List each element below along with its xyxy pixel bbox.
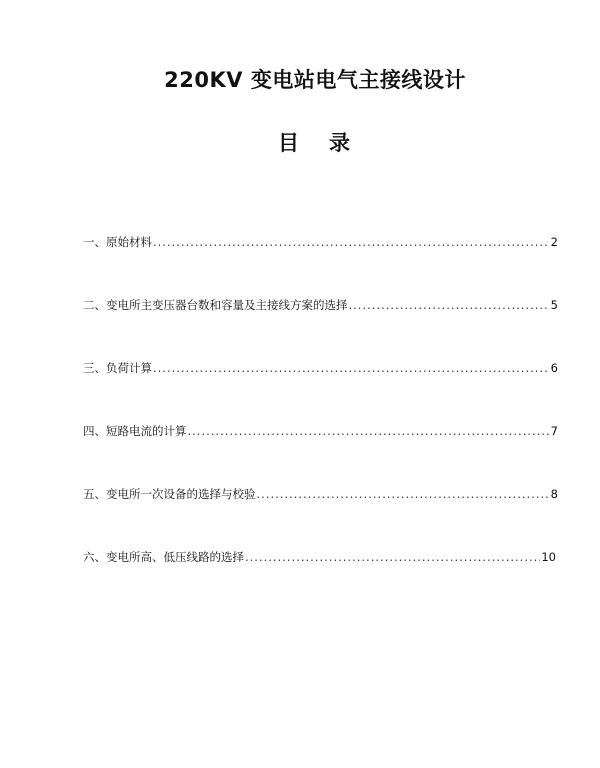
toc-entry-label: 五、变电所一次设备的选择与校验 bbox=[83, 487, 256, 501]
toc-heading: 目 录 bbox=[278, 131, 352, 155]
toc-dot-leader bbox=[349, 296, 550, 314]
toc-entry[interactable] bbox=[83, 359, 558, 377]
toc-entry-page: 8 bbox=[550, 487, 558, 501]
toc-entry-page: 7 bbox=[550, 424, 558, 438]
toc-entry[interactable] bbox=[83, 233, 558, 251]
toc-entry[interactable] bbox=[83, 296, 558, 314]
toc-entry-label: 二、变电所主变压器台数和容量及主接线方案的选择 bbox=[83, 298, 348, 312]
toc-entry-page: 2 bbox=[550, 235, 558, 249]
toc-entry-page: 6 bbox=[550, 361, 558, 375]
toc-entry-page: 10 bbox=[541, 550, 556, 564]
toc-dot-leader bbox=[153, 359, 550, 377]
toc-entry[interactable] bbox=[83, 548, 556, 566]
toc-entry-page: 5 bbox=[550, 298, 558, 312]
toc-dot-leader bbox=[245, 548, 540, 566]
toc-dot-leader bbox=[257, 485, 550, 503]
toc-entry-label: 四、短路电流的计算 bbox=[83, 424, 187, 438]
toc-entry-label: 三、负荷计算 bbox=[83, 361, 152, 375]
toc-entry[interactable] bbox=[83, 422, 558, 440]
toc-entry[interactable] bbox=[83, 485, 558, 503]
toc-entry-label: 六、变电所高、低压线路的选择 bbox=[83, 550, 244, 564]
document-title: 220KV 变电站电气主接线设计 bbox=[164, 68, 466, 92]
toc-dot-leader bbox=[188, 422, 550, 440]
toc-entry-label: 一、原始材料 bbox=[83, 235, 152, 249]
toc-dot-leader bbox=[153, 233, 550, 251]
